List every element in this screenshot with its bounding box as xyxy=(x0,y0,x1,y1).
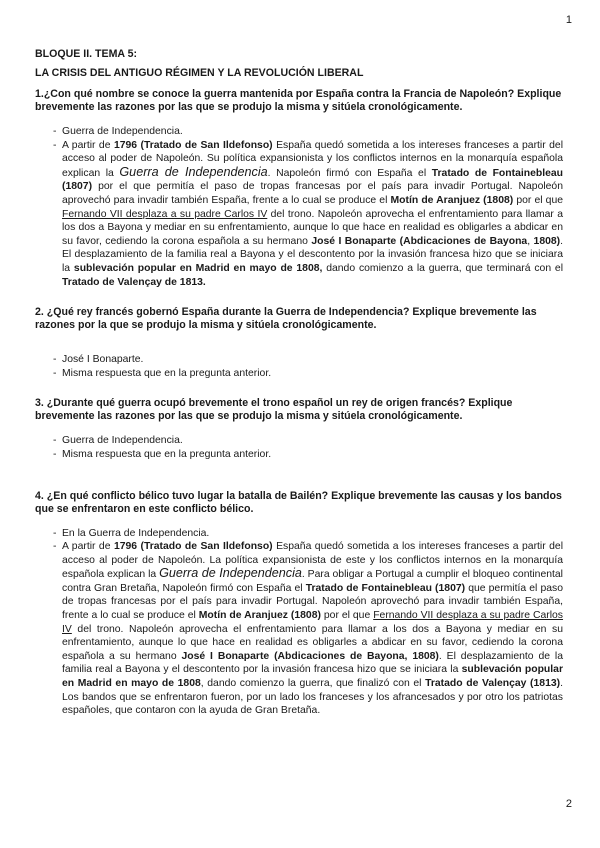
answer-1-short: - Guerra de Independencia. xyxy=(53,125,563,139)
question-3: 3. ¿Durante qué guerra ocupó brevemente el trono español un rey de origen francés? Explique brevemente las razones por las que se produjo la misma y sitúela cronológicamente. xyxy=(35,397,513,423)
page-number-top: 1 xyxy=(565,14,572,26)
block-title: BLOQUE II. TEMA 5: xyxy=(35,48,138,60)
answer-2-short: - José I Bonaparte. xyxy=(53,353,563,367)
page-number-bottom: 2 xyxy=(565,798,572,810)
theme-title: LA CRISIS DEL ANTIGUO RÉGIMEN Y LA REVOLUCIÓN LIBERAL xyxy=(35,67,364,79)
answer-list-1 xyxy=(35,125,563,289)
answer-3-reference: - Misma respuesta que en la pregunta anterior. xyxy=(53,448,563,462)
answer-4-paragraph: - A partir de 1796 (Tratado de San Ildefonso) España quedó sometida a los intereses franceses a partir del acceso al poder de Napoleón. La política expansionista de este y los conflictos internos en la monarquía española explican la Guerra de Independencia. Para obligar a Portugal a cumplir el bloqueo continental contra Gran Bretaña, Napoleón firmó con España el Tratado de Fontainebleau (1807) que permitía el paso de tropas francesas por el país para invadir Portugal. Napoleón aprovechó para invadir también España, frente a lo cual se produce el Motín de Aranjuez (1808) por el que Fernando VII desplaza a su padre Carlos IV del trono. Napoleón aprovecha el enfrentamiento para llamar a los dos a Bayona y mediar en su enfrentamiento, aunque lo que hace en realidad es obligarles a abdicar en su favor, cediendo la corona española a su hermano José I Bonaparte (Abdicaciones de Bayona, 1808). El desplazamiento de la familia real a Bayona y el descontento por la invasión francesa hizo que se iniciara la sublevación popular en Madrid en mayo de 1808, dando comienzo la guerra, que finalizó con el Tratado de Valençay (1813). Los bandos que se enfrentaron fueron, por un lado los franceses y los afrancesados y por otro los patriotas españoles, que contaron con la ayuda de Gran Bretaña. xyxy=(53,540,563,718)
question-4: 4. ¿En qué conflicto bélico tuvo lugar la batalla de Bailén? Explique brevemente las causas y los bandos que se enfrentaron en este conflicto bélico. xyxy=(35,489,562,515)
document-body xyxy=(35,47,563,718)
question-1: 1.¿Con qué nombre se conoce la guerra mantenida por España contra la Francia de Napoleón? Explique brevemente las razones por las que se produjo la misma y sitúela cronológicamente. xyxy=(35,88,562,113)
answer-2-reference: - Misma respuesta que en la pregunta anterior. xyxy=(53,367,563,381)
answer-list-4 xyxy=(35,527,563,718)
answer-3-short: - Guerra de Independencia. xyxy=(53,434,563,448)
question-2: 2. ¿Qué rey francés gobernó España durante la Guerra de Independencia? Explique brevemente las razones por la que se produjo la misma y sitúela cronológicamente. xyxy=(35,306,537,332)
answer-list-3 xyxy=(35,434,563,461)
answer-4-short: - En la Guerra de Independencia. xyxy=(53,527,563,541)
answer-list-2 xyxy=(35,353,563,380)
answer-1-paragraph: - A partir de 1796 (Tratado de San Ildefonso) España quedó sometida a los intereses franceses a partir del acceso al poder de Napoleón. Su política expansionista y los conflictos internos en la monarquía española explican la Guerra de Independencia. Napoleón firmó con España el Tratado de Fontainebleau (1807) por el que permitía el paso de tropas francesas por el país para invadir Portugal. Napoleón aprovechó para invadir también España, frente a lo cual se produce el Motín de Aranjuez (1808) por el que Fernando VII desplaza a su padre Carlos IV del trono. Napoleón aprovecha el enfrentamiento para llamar a los dos a Bayona y mediar en su enfrentamiento, aunque lo que hace en realidad es obligarles a abdicar en su favor, cediendo la corona española a su hermano José I Bonaparte (Abdicaciones de Bayona, 1808). El desplazamiento de la familia real a Bayona y el descontento por la invasión francesa hizo que se iniciara la sublevación popular en Madrid en mayo de 1808, dando comienzo a la guerra, que terminará con el Tratado de Valençay de 1813. xyxy=(53,139,563,290)
